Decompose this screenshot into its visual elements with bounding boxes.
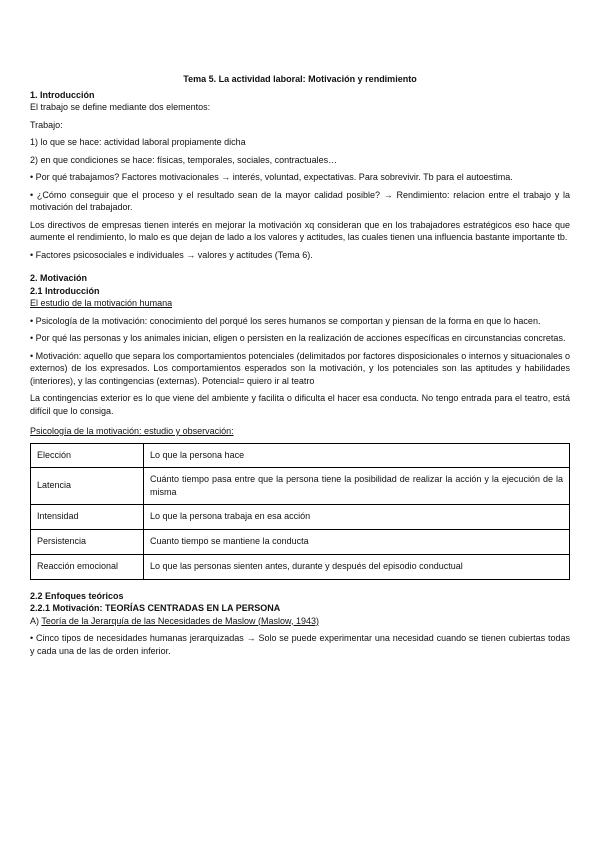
bullet-item: • Por qué trabajamos? Factores motivacionales → interés, voluntad, expectativas. Para sobrevivir. Tb para el autoestima. xyxy=(30,172,513,182)
table-cell-desc: Cuánto tiempo pasa entre que la persona tiene la posibilidad de realizar la acción y la ejecución de la misma xyxy=(144,467,570,504)
underlined-heading: El estudio de la motivación humana xyxy=(30,298,173,308)
paragraph: 1) lo que se hace: actividad laboral propiamente dicha xyxy=(30,137,246,147)
bullet-item: • Motivación: aquello que separa los comportamientos potenciales (delimitados por factores disposicionales o internos y situacionales o externos) de los expresados. Los comportamientos esperados son la motivación, y los potenciales son las aptitudes y habilidades (interiores), y las contingencias (externas). Potencial= quiero ir al teatro xyxy=(30,350,570,386)
table-cell-desc: Cuanto tiempo se mantiene la conducta xyxy=(144,529,570,554)
table-cell-term: Persistencia xyxy=(31,529,144,554)
table-cell-desc: Lo que la persona hace xyxy=(144,443,570,467)
subsection-heading-teorias-persona: 2.2.1 Motivación: TEORÍAS CENTRADAS EN LA PERSONA xyxy=(30,603,281,613)
section-heading-motivacion: 2. Motivación xyxy=(30,273,88,283)
paragraph: El trabajo se define mediante dos elementos: xyxy=(30,102,211,112)
subsection-heading-introduccion: 2.1 Introducción xyxy=(30,285,100,296)
bullet-item: • Por qué las personas y los animales inician, eligen o persisten en la realización de acciones específicas en circunstancias concretas. xyxy=(30,333,566,343)
table-cell-term: Latencia xyxy=(31,467,144,504)
bullet-item: • ¿Cómo conseguir que el proceso y el resultado sean de la mayor calidad posible? → Rendimiento: relacion entre el trabajo y la motivación del trabajador. xyxy=(30,189,570,212)
table-cell-term: Intensidad xyxy=(31,504,144,529)
table-row xyxy=(31,529,570,554)
paragraph: 2) en que condiciones se hace: físicas, temporales, sociales, contractuales… xyxy=(30,154,338,165)
section-heading-introduccion: 1. Introducción xyxy=(30,89,95,100)
theory-heading xyxy=(30,615,570,628)
theory-prefix: A) xyxy=(30,615,42,626)
table-row xyxy=(31,504,570,529)
document-title: Tema 5. La actividad laboral: Motivación y rendimiento xyxy=(183,74,417,84)
paragraph: Los directivos de empresas tienen interés en mejorar la motivación xq consideran que en los trabajadores estratégicos eso hace que aumente el rendimiento, lo malo es que dejan de lado a los valores y actitudes, las cuales tienen una influencia bastante importante tb. xyxy=(30,219,570,242)
subsection-heading-enfoques: 2.2 Enfoques teóricos xyxy=(30,590,124,601)
table-cell-term: Elección xyxy=(31,443,144,467)
table-cell-term: Reacción emocional xyxy=(31,554,144,579)
bullet-item: • Factores psicosociales e individuales → valores y actitudes (Tema 6). xyxy=(30,249,313,260)
table-row xyxy=(31,554,570,579)
bullet-item: • Cinco tipos de necesidades humanas jerarquizadas → Solo se puede experimentar una necesidad cuando se tienen cubiertas todas y cada una de las de orden inferior. xyxy=(30,633,570,656)
paragraph: Trabajo: xyxy=(30,119,63,130)
table-caption: Psicología de la motivación: estudio y observación: xyxy=(30,426,234,436)
table-row xyxy=(31,443,570,467)
bullet-item: • Psicología de la motivación: conocimiento del porqué los seres humanos se comportan y piensan de la forma en que lo hacen. xyxy=(30,315,541,326)
paragraph: La contingencias exterior es lo que viene del ambiente y facilita o dificulta el hacer esa conducta. No tengo entrada para el teatro, está difícil que lo consiga. xyxy=(30,393,570,416)
motivation-table xyxy=(30,443,570,580)
table-cell-desc: Lo que las personas sienten antes, durante y después del episodio conductual xyxy=(144,554,570,579)
table-row xyxy=(31,467,570,504)
table-cell-desc: Lo que la persona trabaja en esa acción xyxy=(144,504,570,529)
theory-title: Teoría de la Jerarquía de las Necesidades de Maslow (Maslow, 1943) xyxy=(41,615,319,626)
